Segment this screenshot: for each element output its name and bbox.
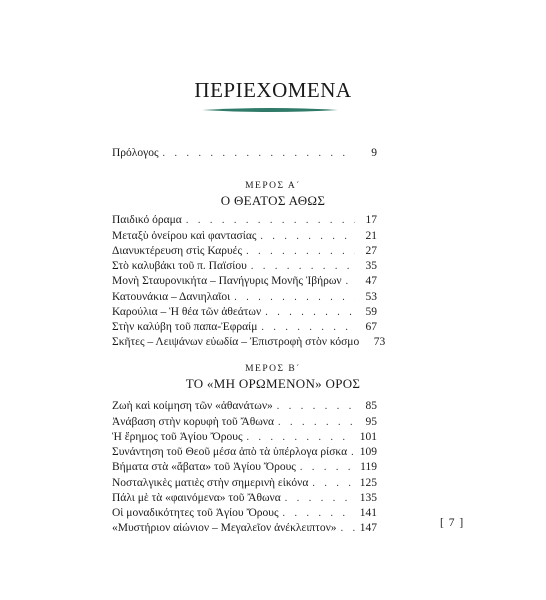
toc-entry-label: Ζωὴ καὶ κοίμηση τῶν «ἀθανάτων» xyxy=(112,400,273,412)
title-ornament xyxy=(200,107,340,113)
toc-entry-page: 141 xyxy=(359,507,377,519)
toc-entry-page: 67 xyxy=(365,321,377,333)
part-b-title: ΤΟ «ΜΗ ΟΡΩΜΕΝΟΝ» ΟΡΟΣ xyxy=(185,376,361,391)
toc-entry-label: Μονὴ Σταυρονικήτα – Πανήγυρις Μονῆς Ἰβήρων xyxy=(112,275,342,287)
toc-entry-label: Οἱ μοναδικότητες τοῦ Ἁγίου Ὄρους xyxy=(112,507,279,519)
toc-entry[interactable] xyxy=(112,505,377,521)
toc-entry[interactable] xyxy=(112,459,377,475)
part-b-label: ΜΕΡΟΣ Β΄ xyxy=(245,364,301,374)
toc-entry-label: Νοσταλγικὲς ματιὲς στὴν σημερινὴ εἰκόνα xyxy=(112,477,309,489)
toc-entry[interactable] xyxy=(112,414,377,430)
toc-entry-page: 109 xyxy=(359,446,377,458)
part-a-label: ΜΕΡΟΣ Α΄ xyxy=(245,181,301,191)
toc-entry-label: Κατουνάκια – Δανιηλαῖοι xyxy=(112,291,231,303)
toc-entry-page: 35 xyxy=(365,260,377,272)
toc-entry-label: Πάλι μὲ τὰ «φαινόμενα» τοῦ Ἄθωνα xyxy=(112,492,281,504)
toc-entry-label: Στὴν καλύβη τοῦ παπα-Ἐφραίμ xyxy=(112,321,258,333)
toc-entry[interactable] xyxy=(112,304,377,320)
toc-entry-page: 9 xyxy=(371,147,377,159)
toc-entry[interactable] xyxy=(112,228,377,244)
toc-entry-page: 59 xyxy=(365,306,377,318)
toc-entry-page: 27 xyxy=(365,245,377,257)
toc-entry-page: 119 xyxy=(360,461,377,473)
toc-entry[interactable] xyxy=(112,243,377,259)
dot-leader xyxy=(163,146,355,162)
toc-entry[interactable] xyxy=(112,258,377,274)
toc-entry-prologue[interactable] xyxy=(112,145,377,161)
toc-entry[interactable] xyxy=(112,490,377,506)
toc-entry-page: 47 xyxy=(365,275,377,287)
toc-entry-label: Βήματα στὰ «ἄβατα» τοῦ Ἁγίου Ὄρους xyxy=(112,461,296,473)
toc-entry-label: Ἀνάβαση στὴν κορυφὴ τοῦ Ἄθωνα xyxy=(112,416,274,428)
toc-entry[interactable] xyxy=(112,398,377,414)
toc-entry-page: 95 xyxy=(365,416,377,428)
dot-leader xyxy=(277,399,355,415)
toc-entry-page: 85 xyxy=(365,400,377,412)
toc-entry-page: 21 xyxy=(365,230,377,242)
toc-entry-label: Σκῆτες – Λειψάνων εὐωδία – Ἐπιστροφὴ στὸν κόσμο xyxy=(112,336,360,348)
page-number: [ 7 ] xyxy=(440,517,465,529)
toc-entry-label: Πρόλογος xyxy=(112,147,159,159)
dot-leader xyxy=(346,274,355,290)
toc-entry-page: 101 xyxy=(359,431,377,443)
toc-entry-label: Διανυκτέρευση στὶς Καρυές xyxy=(112,245,243,257)
toc-entry[interactable] xyxy=(112,520,377,536)
toc-entry-page: 147 xyxy=(359,522,377,534)
toc-entry-page: 125 xyxy=(359,477,377,489)
toc-entry-label: Συνάντηση τοῦ Θεοῦ μέσα ἀπὸ τὰ ὑπέρλογα ρίσκα xyxy=(112,446,348,458)
toc-entry-page: 17 xyxy=(365,214,377,226)
toc-entry-page: 53 xyxy=(365,291,377,303)
toc-entry[interactable] xyxy=(112,444,377,460)
dot-leader xyxy=(186,213,355,229)
part-a-title: Ο ΘΕΑΤΟΣ ΑΘΩΣ xyxy=(220,193,326,208)
toc-entry[interactable] xyxy=(112,319,377,335)
toc-entry-label: Μεταξὺ ὀνείρου καὶ φαντασίας xyxy=(112,230,257,242)
dot-leader xyxy=(341,521,355,537)
toc-entry[interactable] xyxy=(112,273,377,289)
page-title: ΠΕΡΙΕΧΟΜΕΝΑ xyxy=(194,78,352,102)
toc-entry[interactable] xyxy=(112,289,377,305)
dot-leader xyxy=(300,460,355,476)
toc-entry-label: Παιδικό όραμα xyxy=(112,214,182,226)
toc-entry-page: 135 xyxy=(359,492,377,504)
toc-entry-page: 73 xyxy=(373,336,386,348)
toc-entry-label: Στὸ καλυβάκι τοῦ π. Παϊσίου xyxy=(112,260,247,272)
toc-entry[interactable] xyxy=(112,212,377,228)
toc-entry[interactable] xyxy=(112,429,377,445)
toc-entry[interactable] xyxy=(112,475,377,491)
toc-entry-label: Καρούλια – Ἡ θέα τῶν ἀθεάτων xyxy=(112,306,262,318)
toc-entry[interactable] xyxy=(112,334,386,350)
toc-entry-label: Ἡ ἔρημος τοῦ Ἁγίου Ὄρους xyxy=(112,431,243,443)
toc-entry-label: «Μυστήριον αἰώνιον – Μεγαλεῖον ἀνέκλειπτον» xyxy=(112,522,337,534)
